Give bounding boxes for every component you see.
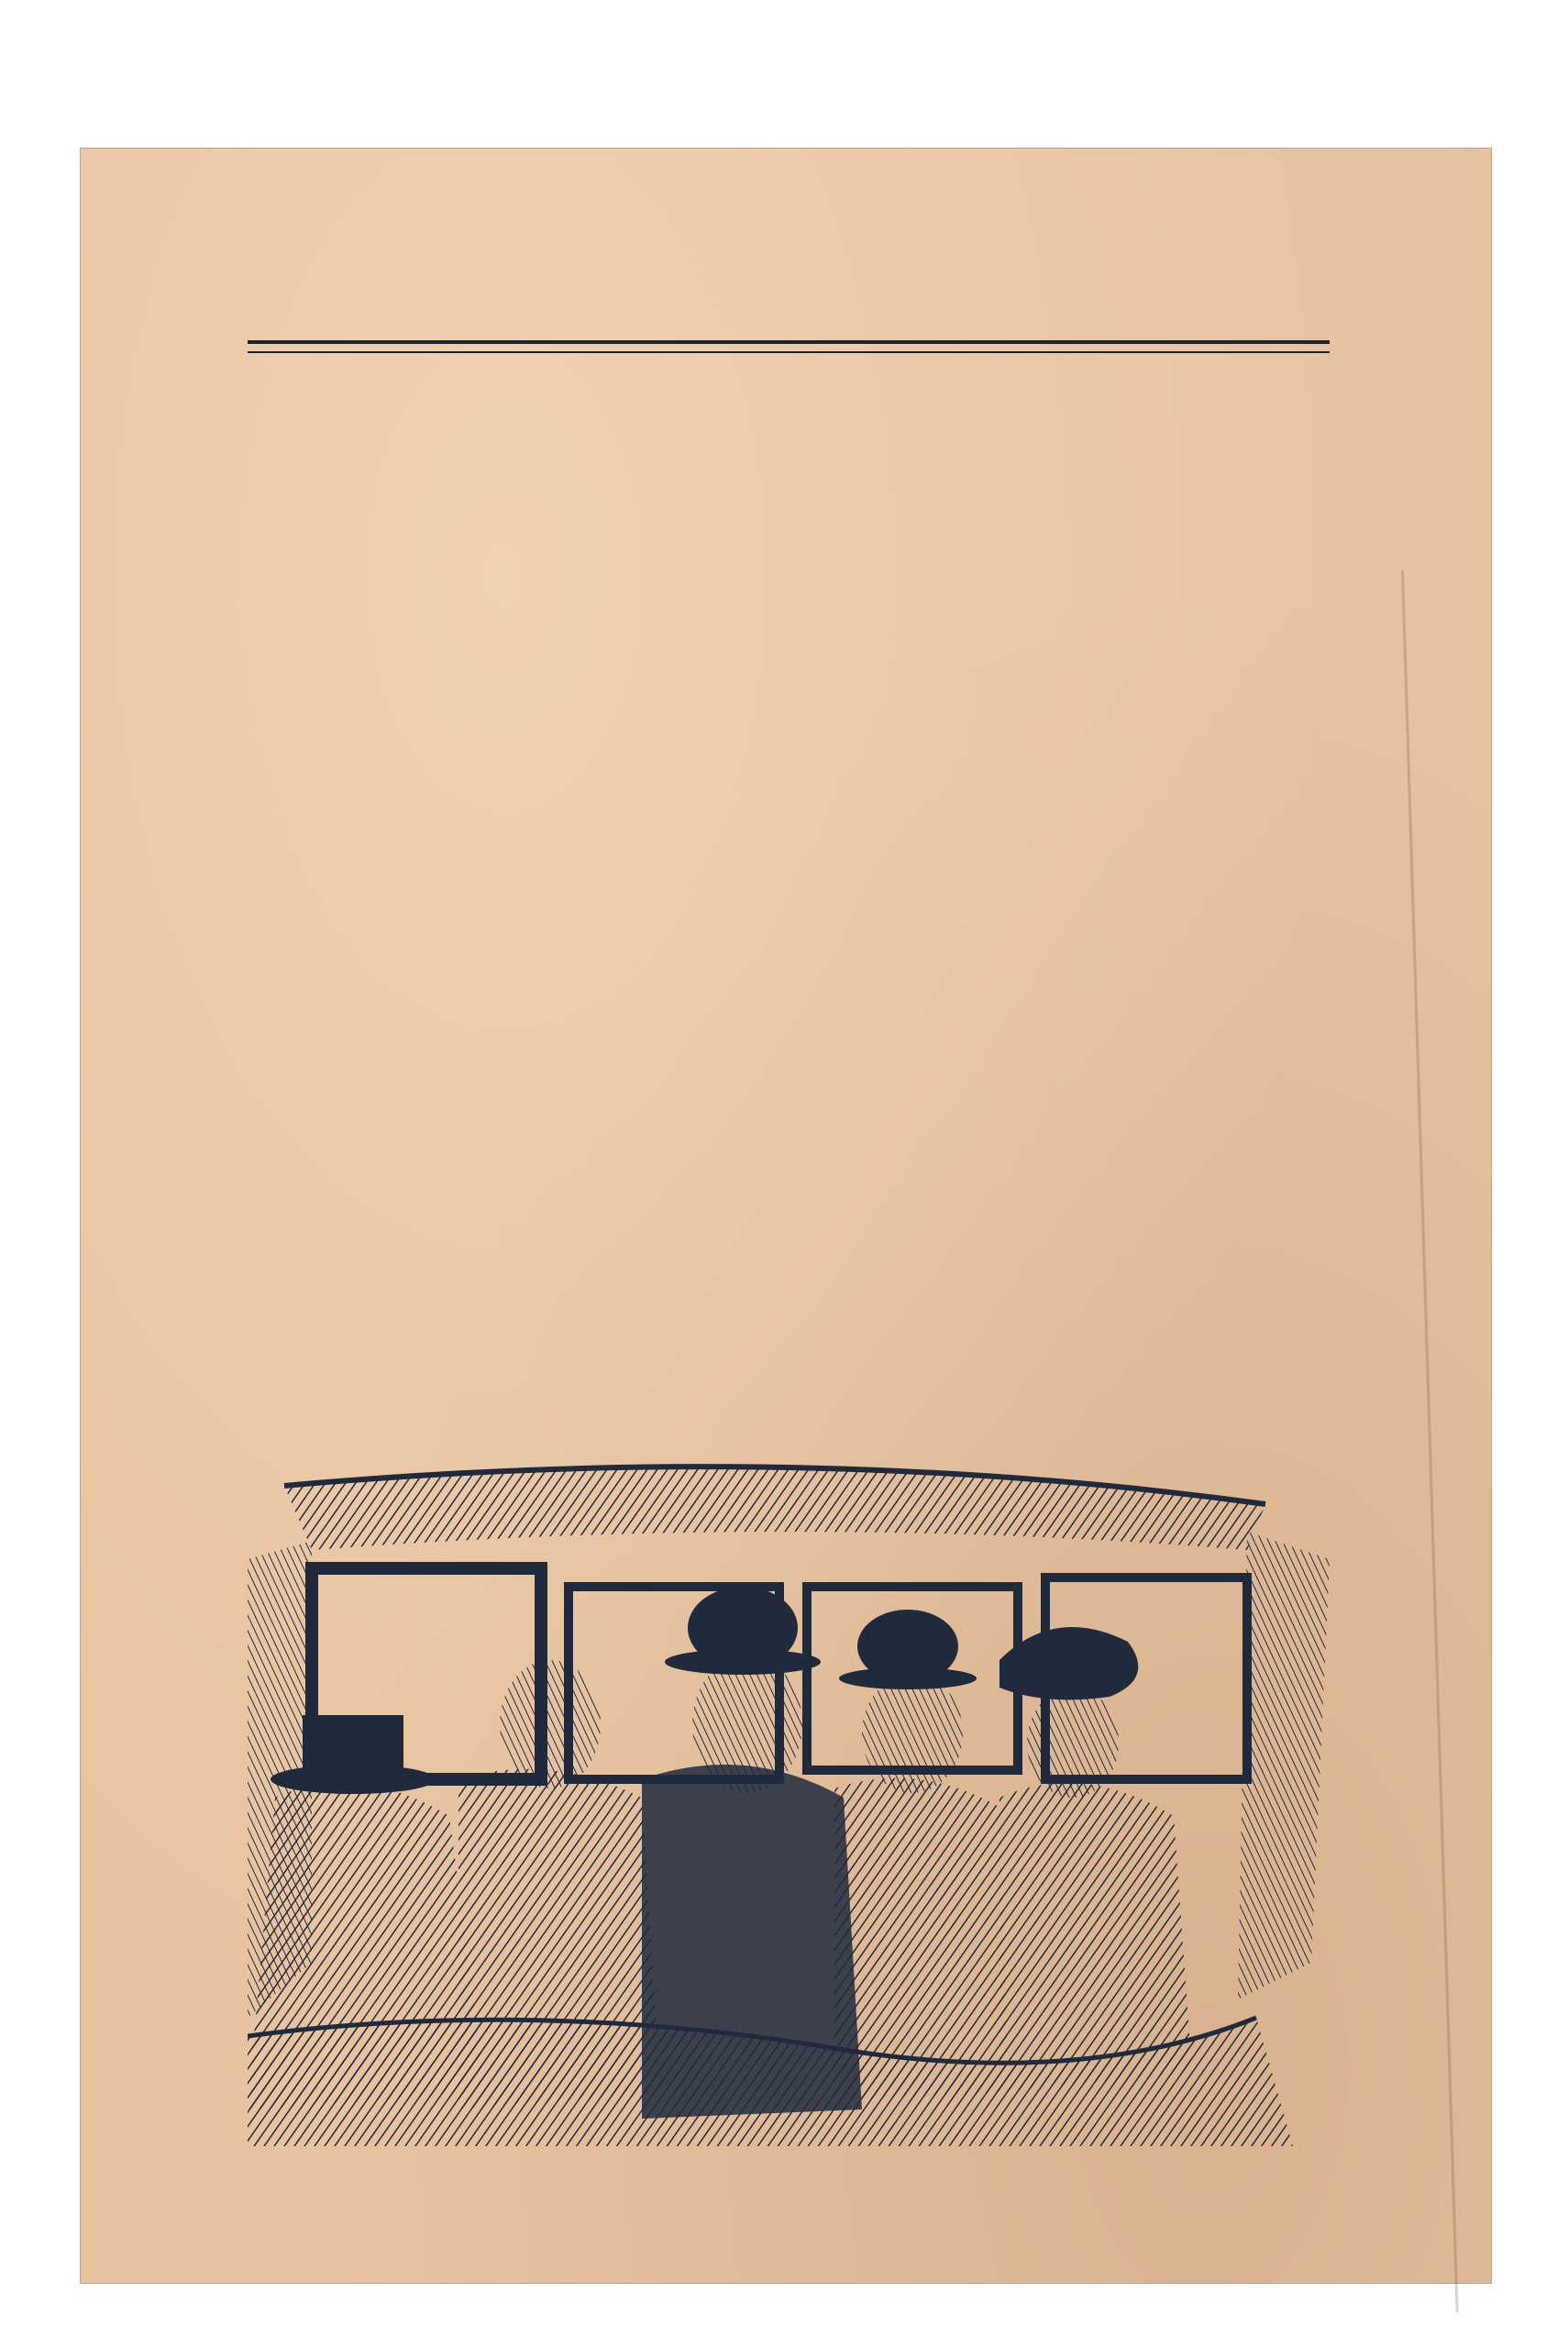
header-rule-thin <box>248 351 1330 353</box>
page-crease <box>1401 570 1459 2312</box>
header-rule <box>248 340 1330 344</box>
body-text <box>249 358 1331 1403</box>
running-header <box>257 275 1330 339</box>
railway-carriage-engraving-icon <box>248 1449 1362 2146</box>
